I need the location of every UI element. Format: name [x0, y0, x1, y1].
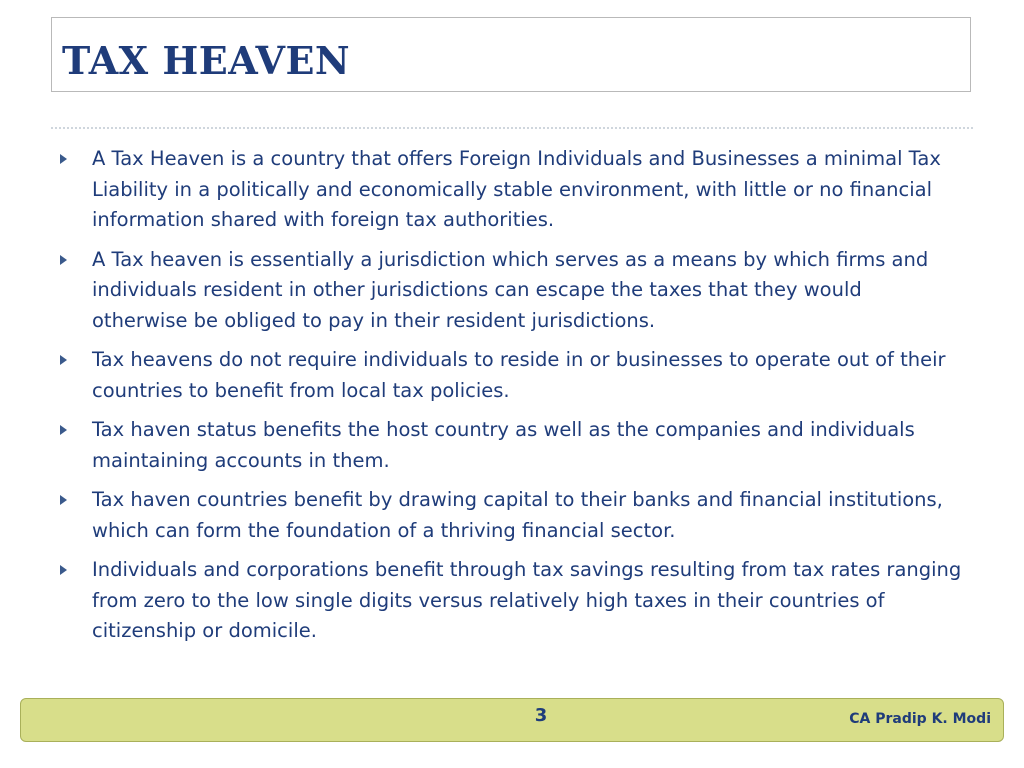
bullet-item: [58, 245, 963, 337]
triangle-right-icon: [60, 255, 67, 265]
bullet-text: A Tax heaven is essentially a jurisdiction which serves as a means by which firms and individuals resident in other jurisdictions can escape the taxes that they would otherwise be obliged to pay in their resident jurisdictions.: [92, 247, 929, 332]
footer-bar: [20, 698, 1004, 742]
author-name: CA Pradip K. Modi: [849, 711, 991, 727]
bullet-item: [58, 555, 963, 647]
bullet-text: A Tax Heaven is a country that offers Foreign Individuals and Businesses a minimal Tax Liability in a politically and economically stable environment, with little or no financial information shared with foreign tax authorities.: [92, 147, 941, 231]
bullet-item: [58, 415, 963, 476]
bullet-item: [58, 485, 963, 546]
triangle-right-icon: [60, 355, 67, 365]
bullet-text: Tax haven countries benefit by drawing capital to their banks and financial institutions, which can form the foundation of a thriving financial sector.: [92, 488, 943, 542]
page-number: 3: [534, 705, 548, 726]
bullet-text: Individuals and corporations benefit through tax savings resulting from tax rates ranging from zero to the low single digits versus relatively high taxes in their countries of citizenship or domicile.: [92, 558, 962, 642]
bullet-list: [58, 144, 963, 656]
slide-title: TAX HEAVEN: [62, 38, 351, 83]
triangle-right-icon: [60, 154, 67, 164]
bullet-text: Tax heavens do not require individuals to reside in or businesses to operate out of their countries to benefit from local tax policies.: [92, 348, 946, 402]
triangle-right-icon: [60, 565, 67, 575]
title-box: [51, 17, 971, 92]
triangle-right-icon: [60, 425, 67, 435]
bullet-item: [58, 345, 963, 406]
bullet-item: [58, 144, 963, 236]
triangle-right-icon: [60, 495, 67, 505]
divider-line: [51, 127, 973, 129]
bullet-text: Tax haven status benefits the host country as well as the companies and individuals maintaining accounts in them.: [92, 418, 915, 472]
